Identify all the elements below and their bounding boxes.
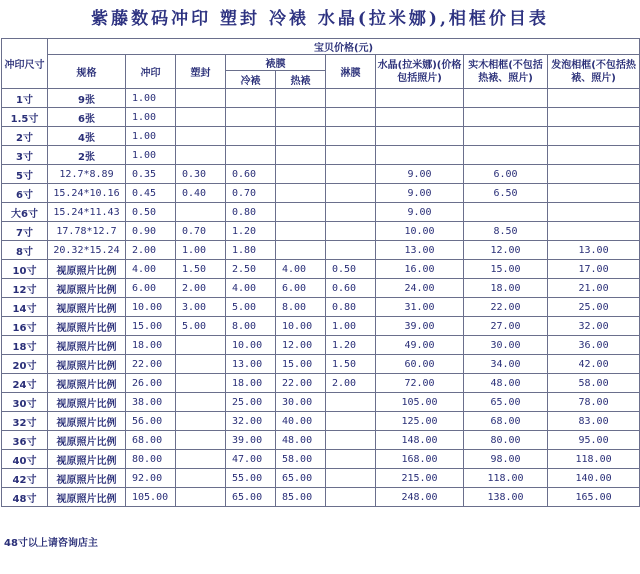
cell-cold bbox=[226, 146, 276, 165]
cell-laminate bbox=[176, 89, 226, 108]
cell-hot bbox=[276, 203, 326, 222]
cell-crystal: 10.00 bbox=[376, 222, 464, 241]
cell-crystal: 13.00 bbox=[376, 241, 464, 260]
cell-laminate: 5.00 bbox=[176, 317, 226, 336]
cell-size: 20寸 bbox=[2, 355, 48, 374]
cell-hot: 30.00 bbox=[276, 393, 326, 412]
cell-print: 1.00 bbox=[126, 127, 176, 146]
cell-spray: 0.80 bbox=[326, 298, 376, 317]
cell-print: 80.00 bbox=[126, 450, 176, 469]
cell-spec: 视原照片比例 bbox=[48, 488, 126, 507]
cell-laminate: 2.00 bbox=[176, 279, 226, 298]
cell-print: 38.00 bbox=[126, 393, 176, 412]
cell-wood: 6.50 bbox=[464, 184, 548, 203]
table-row bbox=[2, 298, 640, 317]
cell-hot bbox=[276, 184, 326, 203]
cell-spec: 12.7*8.89 bbox=[48, 165, 126, 184]
header-foam-frame: 发泡相框(不包括热裱、照片) bbox=[548, 55, 640, 89]
cell-wood: 68.00 bbox=[464, 412, 548, 431]
cell-wood bbox=[464, 127, 548, 146]
cell-spray: 2.00 bbox=[326, 374, 376, 393]
cell-hot bbox=[276, 89, 326, 108]
cell-hot bbox=[276, 127, 326, 146]
cell-print: 68.00 bbox=[126, 431, 176, 450]
cell-size: 42寸 bbox=[2, 469, 48, 488]
cell-wood: 34.00 bbox=[464, 355, 548, 374]
cell-crystal: 125.00 bbox=[376, 412, 464, 431]
cell-spray: 0.60 bbox=[326, 279, 376, 298]
cell-wood: 8.50 bbox=[464, 222, 548, 241]
table-row bbox=[2, 127, 640, 146]
table-row bbox=[2, 488, 640, 507]
header-cold-mount: 冷裱 bbox=[226, 71, 276, 89]
cell-spec: 视原照片比例 bbox=[48, 298, 126, 317]
cell-crystal: 105.00 bbox=[376, 393, 464, 412]
cell-spray bbox=[326, 165, 376, 184]
cell-cold bbox=[226, 89, 276, 108]
cell-spray: 1.20 bbox=[326, 336, 376, 355]
cell-print: 2.00 bbox=[126, 241, 176, 260]
cell-hot: 4.00 bbox=[276, 260, 326, 279]
cell-wood: 15.00 bbox=[464, 260, 548, 279]
cell-crystal: 24.00 bbox=[376, 279, 464, 298]
cell-spray bbox=[326, 412, 376, 431]
cell-laminate: 1.50 bbox=[176, 260, 226, 279]
cell-crystal: 215.00 bbox=[376, 469, 464, 488]
cell-size: 5寸 bbox=[2, 165, 48, 184]
cell-hot: 10.00 bbox=[276, 317, 326, 336]
cell-print: 1.00 bbox=[126, 108, 176, 127]
cell-crystal bbox=[376, 146, 464, 165]
cell-cold: 18.00 bbox=[226, 374, 276, 393]
cell-foam bbox=[548, 184, 640, 203]
cell-size: 1寸 bbox=[2, 89, 48, 108]
cell-laminate bbox=[176, 488, 226, 507]
cell-spec: 20.32*15.24 bbox=[48, 241, 126, 260]
table-row bbox=[2, 279, 640, 298]
cell-cold: 0.70 bbox=[226, 184, 276, 203]
cell-foam: 140.00 bbox=[548, 469, 640, 488]
cell-spec: 视原照片比例 bbox=[48, 260, 126, 279]
header-print: 冲印 bbox=[126, 55, 176, 89]
cell-print: 1.00 bbox=[126, 146, 176, 165]
cell-foam bbox=[548, 222, 640, 241]
table-row bbox=[2, 184, 640, 203]
cell-cold: 32.00 bbox=[226, 412, 276, 431]
cell-crystal: 60.00 bbox=[376, 355, 464, 374]
cell-wood: 18.00 bbox=[464, 279, 548, 298]
cell-hot bbox=[276, 146, 326, 165]
cell-spray bbox=[326, 393, 376, 412]
footnote: 48寸以上请咨询店主 bbox=[4, 538, 98, 549]
cell-crystal: 16.00 bbox=[376, 260, 464, 279]
cell-foam: 95.00 bbox=[548, 431, 640, 450]
cell-spec: 17.78*12.7 bbox=[48, 222, 126, 241]
cell-spray bbox=[326, 146, 376, 165]
cell-size: 10寸 bbox=[2, 260, 48, 279]
cell-print: 10.00 bbox=[126, 298, 176, 317]
cell-size: 24寸 bbox=[2, 374, 48, 393]
cell-hot: 8.00 bbox=[276, 298, 326, 317]
cell-laminate bbox=[176, 146, 226, 165]
cell-crystal: 9.00 bbox=[376, 203, 464, 222]
cell-cold: 13.00 bbox=[226, 355, 276, 374]
price-table bbox=[1, 38, 640, 507]
cell-spray bbox=[326, 108, 376, 127]
cell-spray bbox=[326, 203, 376, 222]
cell-cold: 25.00 bbox=[226, 393, 276, 412]
cell-wood: 80.00 bbox=[464, 431, 548, 450]
cell-cold bbox=[226, 108, 276, 127]
cell-foam bbox=[548, 146, 640, 165]
table-row bbox=[2, 412, 640, 431]
cell-size: 14寸 bbox=[2, 298, 48, 317]
table-row bbox=[2, 317, 640, 336]
cell-crystal: 168.00 bbox=[376, 450, 464, 469]
cell-spec: 6张 bbox=[48, 108, 126, 127]
cell-hot bbox=[276, 165, 326, 184]
cell-print: 56.00 bbox=[126, 412, 176, 431]
cell-laminate bbox=[176, 127, 226, 146]
cell-hot: 58.00 bbox=[276, 450, 326, 469]
cell-wood: 118.00 bbox=[464, 469, 548, 488]
cell-spec: 9张 bbox=[48, 89, 126, 108]
table-row bbox=[2, 203, 640, 222]
page-title: 紫藤数码冲印 塑封 冷裱 水晶(拉米娜),相框价目表 bbox=[91, 9, 549, 29]
cell-wood: 65.00 bbox=[464, 393, 548, 412]
cell-hot bbox=[276, 222, 326, 241]
cell-print: 0.35 bbox=[126, 165, 176, 184]
cell-foam: 42.00 bbox=[548, 355, 640, 374]
cell-cold: 4.00 bbox=[226, 279, 276, 298]
cell-spec: 4张 bbox=[48, 127, 126, 146]
cell-spec: 视原照片比例 bbox=[48, 393, 126, 412]
cell-crystal: 31.00 bbox=[376, 298, 464, 317]
table-row bbox=[2, 393, 640, 412]
cell-size: 2寸 bbox=[2, 127, 48, 146]
cell-spec: 视原照片比例 bbox=[48, 450, 126, 469]
cell-spec: 视原照片比例 bbox=[48, 431, 126, 450]
table-row bbox=[2, 108, 640, 127]
cell-size: 32寸 bbox=[2, 412, 48, 431]
cell-laminate bbox=[176, 450, 226, 469]
header-spec: 规格 bbox=[48, 55, 126, 89]
cell-cold: 1.80 bbox=[226, 241, 276, 260]
cell-laminate: 0.70 bbox=[176, 222, 226, 241]
cell-print: 18.00 bbox=[126, 336, 176, 355]
cell-cold: 5.00 bbox=[226, 298, 276, 317]
cell-wood: 6.00 bbox=[464, 165, 548, 184]
cell-foam: 118.00 bbox=[548, 450, 640, 469]
table-row bbox=[2, 469, 640, 488]
header-spray: 淋膜 bbox=[326, 55, 376, 89]
table-row bbox=[2, 431, 640, 450]
cell-spray bbox=[326, 431, 376, 450]
cell-wood: 22.00 bbox=[464, 298, 548, 317]
cell-laminate bbox=[176, 412, 226, 431]
cell-foam bbox=[548, 165, 640, 184]
cell-hot bbox=[276, 241, 326, 260]
cell-laminate bbox=[176, 336, 226, 355]
cell-laminate: 3.00 bbox=[176, 298, 226, 317]
cell-spray bbox=[326, 184, 376, 203]
table-row bbox=[2, 146, 640, 165]
cell-spec: 视原照片比例 bbox=[48, 412, 126, 431]
cell-cold: 2.50 bbox=[226, 260, 276, 279]
cell-crystal bbox=[376, 108, 464, 127]
cell-print: 6.00 bbox=[126, 279, 176, 298]
cell-size: 40寸 bbox=[2, 450, 48, 469]
cell-foam bbox=[548, 203, 640, 222]
cell-foam: 78.00 bbox=[548, 393, 640, 412]
cell-cold: 0.60 bbox=[226, 165, 276, 184]
cell-spray bbox=[326, 450, 376, 469]
cell-size: 18寸 bbox=[2, 336, 48, 355]
cell-foam: 17.00 bbox=[548, 260, 640, 279]
cell-print: 0.45 bbox=[126, 184, 176, 203]
cell-cold: 0.80 bbox=[226, 203, 276, 222]
cell-laminate bbox=[176, 469, 226, 488]
cell-hot bbox=[276, 108, 326, 127]
cell-print: 4.00 bbox=[126, 260, 176, 279]
header-size: 冲印尺寸 bbox=[2, 39, 48, 89]
table-row bbox=[2, 89, 640, 108]
cell-hot: 12.00 bbox=[276, 336, 326, 355]
cell-foam: 13.00 bbox=[548, 241, 640, 260]
cell-wood: 12.00 bbox=[464, 241, 548, 260]
cell-print: 0.50 bbox=[126, 203, 176, 222]
cell-laminate bbox=[176, 108, 226, 127]
cell-size: 7寸 bbox=[2, 222, 48, 241]
cell-laminate bbox=[176, 203, 226, 222]
cell-spec: 15.24*11.43 bbox=[48, 203, 126, 222]
cell-print: 26.00 bbox=[126, 374, 176, 393]
cell-spec: 视原照片比例 bbox=[48, 336, 126, 355]
header-wood-frame: 实木相框(不包括热裱、照片) bbox=[464, 55, 548, 89]
header-price-group: 宝贝价格(元) bbox=[48, 39, 640, 55]
header-laminate: 塑封 bbox=[176, 55, 226, 89]
cell-print: 0.90 bbox=[126, 222, 176, 241]
cell-wood: 48.00 bbox=[464, 374, 548, 393]
cell-cold: 39.00 bbox=[226, 431, 276, 450]
cell-size: 30寸 bbox=[2, 393, 48, 412]
cell-hot: 48.00 bbox=[276, 431, 326, 450]
cell-size: 8寸 bbox=[2, 241, 48, 260]
cell-foam: 25.00 bbox=[548, 298, 640, 317]
cell-crystal: 248.00 bbox=[376, 488, 464, 507]
cell-size: 36寸 bbox=[2, 431, 48, 450]
cell-spray bbox=[326, 488, 376, 507]
cell-wood: 27.00 bbox=[464, 317, 548, 336]
cell-crystal: 9.00 bbox=[376, 184, 464, 203]
cell-print: 1.00 bbox=[126, 89, 176, 108]
cell-wood bbox=[464, 89, 548, 108]
cell-spec: 15.24*10.16 bbox=[48, 184, 126, 203]
cell-hot: 65.00 bbox=[276, 469, 326, 488]
cell-size: 6寸 bbox=[2, 184, 48, 203]
cell-spec: 视原照片比例 bbox=[48, 469, 126, 488]
cell-crystal: 72.00 bbox=[376, 374, 464, 393]
cell-spray: 1.00 bbox=[326, 317, 376, 336]
table-row bbox=[2, 165, 640, 184]
cell-hot: 40.00 bbox=[276, 412, 326, 431]
header-mount: 裱膜 bbox=[226, 55, 326, 71]
cell-spec: 2张 bbox=[48, 146, 126, 165]
cell-laminate bbox=[176, 393, 226, 412]
cell-print: 105.00 bbox=[126, 488, 176, 507]
cell-spec: 视原照片比例 bbox=[48, 374, 126, 393]
cell-cold: 65.00 bbox=[226, 488, 276, 507]
cell-cold: 10.00 bbox=[226, 336, 276, 355]
cell-foam bbox=[548, 127, 640, 146]
cell-cold: 55.00 bbox=[226, 469, 276, 488]
cell-spray bbox=[326, 469, 376, 488]
cell-size: 1.5寸 bbox=[2, 108, 48, 127]
cell-size: 12寸 bbox=[2, 279, 48, 298]
cell-wood bbox=[464, 203, 548, 222]
cell-cold bbox=[226, 127, 276, 146]
cell-crystal bbox=[376, 127, 464, 146]
cell-size: 3寸 bbox=[2, 146, 48, 165]
cell-crystal: 39.00 bbox=[376, 317, 464, 336]
cell-print: 92.00 bbox=[126, 469, 176, 488]
cell-crystal: 49.00 bbox=[376, 336, 464, 355]
table-row bbox=[2, 336, 640, 355]
cell-foam: 58.00 bbox=[548, 374, 640, 393]
cell-laminate: 0.40 bbox=[176, 184, 226, 203]
cell-laminate bbox=[176, 431, 226, 450]
cell-laminate bbox=[176, 374, 226, 393]
cell-spec: 视原照片比例 bbox=[48, 355, 126, 374]
table-row bbox=[2, 450, 640, 469]
cell-hot: 85.00 bbox=[276, 488, 326, 507]
cell-size: 48寸 bbox=[2, 488, 48, 507]
cell-spec: 视原照片比例 bbox=[48, 279, 126, 298]
cell-wood: 98.00 bbox=[464, 450, 548, 469]
cell-cold: 47.00 bbox=[226, 450, 276, 469]
cell-cold: 8.00 bbox=[226, 317, 276, 336]
cell-spray: 0.50 bbox=[326, 260, 376, 279]
cell-size: 16寸 bbox=[2, 317, 48, 336]
cell-foam: 83.00 bbox=[548, 412, 640, 431]
cell-crystal: 148.00 bbox=[376, 431, 464, 450]
cell-print: 22.00 bbox=[126, 355, 176, 374]
cell-spec: 视原照片比例 bbox=[48, 317, 126, 336]
table-row bbox=[2, 222, 640, 241]
cell-spray bbox=[326, 222, 376, 241]
cell-foam: 165.00 bbox=[548, 488, 640, 507]
cell-crystal: 9.00 bbox=[376, 165, 464, 184]
cell-wood bbox=[464, 146, 548, 165]
table-row bbox=[2, 355, 640, 374]
cell-print: 15.00 bbox=[126, 317, 176, 336]
cell-hot: 15.00 bbox=[276, 355, 326, 374]
cell-foam: 32.00 bbox=[548, 317, 640, 336]
cell-foam: 21.00 bbox=[548, 279, 640, 298]
cell-wood bbox=[464, 108, 548, 127]
cell-foam: 36.00 bbox=[548, 336, 640, 355]
table-row bbox=[2, 241, 640, 260]
cell-spray bbox=[326, 89, 376, 108]
cell-spray bbox=[326, 241, 376, 260]
cell-size: 大6寸 bbox=[2, 203, 48, 222]
cell-wood: 30.00 bbox=[464, 336, 548, 355]
table-row bbox=[2, 260, 640, 279]
cell-spray bbox=[326, 127, 376, 146]
cell-foam bbox=[548, 89, 640, 108]
cell-cold: 1.20 bbox=[226, 222, 276, 241]
cell-laminate: 0.30 bbox=[176, 165, 226, 184]
cell-foam bbox=[548, 108, 640, 127]
cell-laminate bbox=[176, 355, 226, 374]
header-crystal: 水晶(拉米娜)(价格包括照片) bbox=[376, 55, 464, 89]
table-row bbox=[2, 374, 640, 393]
cell-wood: 138.00 bbox=[464, 488, 548, 507]
cell-hot: 22.00 bbox=[276, 374, 326, 393]
cell-laminate: 1.00 bbox=[176, 241, 226, 260]
cell-hot: 6.00 bbox=[276, 279, 326, 298]
header-hot-mount: 热裱 bbox=[276, 71, 326, 89]
cell-crystal bbox=[376, 89, 464, 108]
cell-spray: 1.50 bbox=[326, 355, 376, 374]
